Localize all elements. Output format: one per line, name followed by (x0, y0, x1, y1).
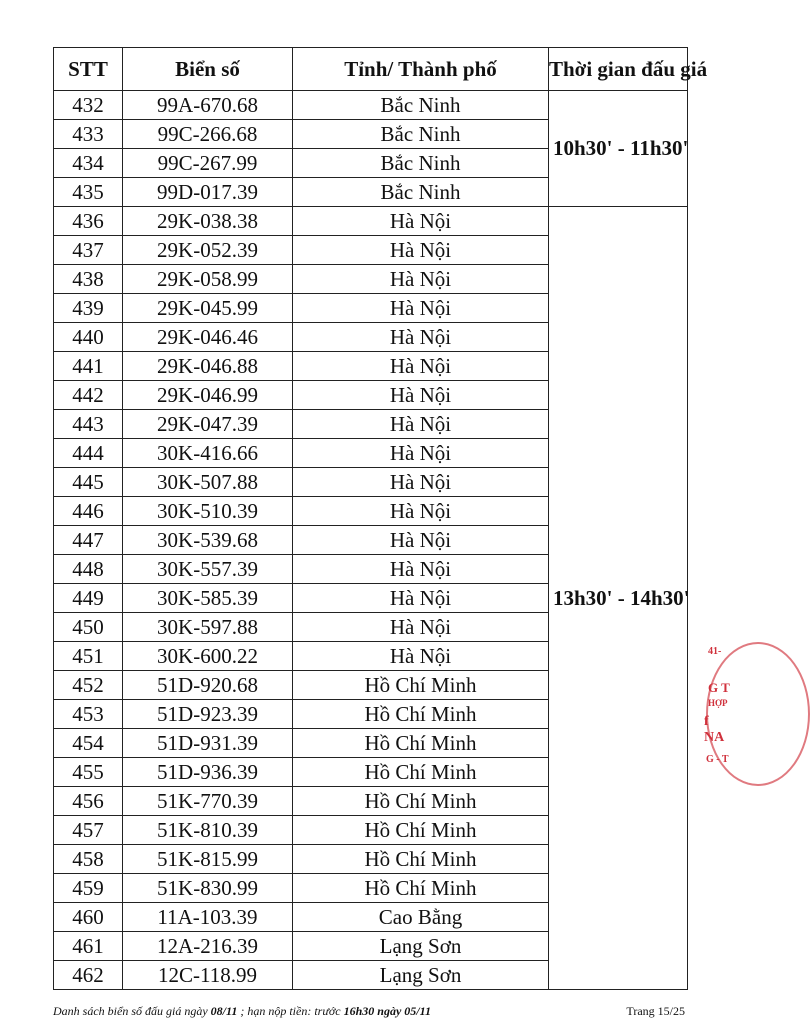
province-cell: Hà Nội (293, 410, 549, 439)
stt-cell: 457 (54, 816, 123, 845)
plate-cell: 51D-936.39 (123, 758, 293, 787)
plate-cell: 29K-052.39 (123, 236, 293, 265)
province-cell: Hà Nội (293, 526, 549, 555)
plate-cell: 12A-216.39 (123, 932, 293, 961)
province-cell: Hà Nội (293, 381, 549, 410)
plate-cell: 30K-510.39 (123, 497, 293, 526)
red-seal-stamp (700, 636, 730, 786)
seal-text-3: HỢP (708, 698, 728, 708)
plate-cell: 51K-810.39 (123, 816, 293, 845)
province-cell: Bắc Ninh (293, 120, 549, 149)
province-cell: Bắc Ninh (293, 149, 549, 178)
plate-cell: 29K-046.88 (123, 352, 293, 381)
seal-text-4: f NA (704, 714, 725, 745)
province-cell: Bắc Ninh (293, 178, 549, 207)
province-cell: Lạng Sơn (293, 961, 549, 990)
footer-note-middle: ; hạn nộp tiền: trước (237, 1004, 344, 1018)
province-cell: Hà Nội (293, 352, 549, 381)
auction-time-cell: 13h30' - 14h30' (549, 207, 688, 990)
plate-cell: 99C-266.68 (123, 120, 293, 149)
stt-cell: 447 (54, 526, 123, 555)
stt-cell: 437 (54, 236, 123, 265)
province-cell: Bắc Ninh (293, 91, 549, 120)
plate-cell: 30K-585.39 (123, 584, 293, 613)
province-cell: Hồ Chí Minh (293, 816, 549, 845)
stt-cell: 446 (54, 497, 123, 526)
footer-auction-date: 08/11 (210, 1004, 238, 1018)
stt-cell: 453 (54, 700, 123, 729)
page-number: Trang 15/25 (626, 1004, 685, 1018)
plate-cell: 30K-416.66 (123, 439, 293, 468)
stt-cell: 448 (54, 555, 123, 584)
auction-time-cell: 10h30' - 11h30' (549, 91, 688, 207)
footer-deadline: 16h30 ngày 05/11 (343, 1004, 431, 1018)
plate-cell: 51K-815.99 (123, 845, 293, 874)
province-cell: Hà Nội (293, 236, 549, 265)
plate-cell: 99A-670.68 (123, 91, 293, 120)
table-row (54, 91, 688, 120)
seal-text-2: G T (708, 680, 730, 695)
province-cell: Hà Nội (293, 555, 549, 584)
plate-cell: 29K-046.99 (123, 381, 293, 410)
province-cell: Hồ Chí Minh (293, 671, 549, 700)
plate-cell: 51K-830.99 (123, 874, 293, 903)
stt-cell: 451 (54, 642, 123, 671)
stt-cell: 435 (54, 178, 123, 207)
province-cell: Hà Nội (293, 294, 549, 323)
stt-cell: 456 (54, 787, 123, 816)
province-cell: Hà Nội (293, 323, 549, 352)
plate-cell: 51D-931.39 (123, 729, 293, 758)
seal-text-1: 41- (708, 646, 722, 657)
province-cell: Hà Nội (293, 613, 549, 642)
province-cell: Hà Nội (293, 439, 549, 468)
footer-note (53, 1004, 431, 1019)
stt-cell: 461 (54, 932, 123, 961)
province-cell: Hà Nội (293, 642, 549, 671)
header-province: Tỉnh/ Thành phố (293, 48, 549, 91)
province-cell: Hồ Chí Minh (293, 845, 549, 874)
stt-cell: 433 (54, 120, 123, 149)
plate-cell: 30K-597.88 (123, 613, 293, 642)
plate-cell: 29K-045.99 (123, 294, 293, 323)
province-cell: Hà Nội (293, 207, 549, 236)
province-cell: Hồ Chí Minh (293, 787, 549, 816)
plate-cell: 99D-017.39 (123, 178, 293, 207)
stt-cell: 442 (54, 381, 123, 410)
stt-cell: 460 (54, 903, 123, 932)
plate-cell: 51D-923.39 (123, 700, 293, 729)
stt-cell: 443 (54, 410, 123, 439)
plate-cell: 29K-038.38 (123, 207, 293, 236)
province-cell: Hà Nội (293, 497, 549, 526)
plate-cell: 29K-058.99 (123, 265, 293, 294)
province-cell: Lạng Sơn (293, 932, 549, 961)
plate-auction-table (53, 47, 708, 990)
stt-cell: 438 (54, 265, 123, 294)
footer-note-prefix: Danh sách biển số đấu giá ngày (53, 1004, 211, 1018)
plate-cell: 11A-103.39 (123, 903, 293, 932)
stt-cell: 436 (54, 207, 123, 236)
plate-cell: 30K-507.88 (123, 468, 293, 497)
header-plate: Biển số (123, 48, 293, 91)
province-cell: Hồ Chí Minh (293, 758, 549, 787)
plate-cell: 29K-047.39 (123, 410, 293, 439)
stt-cell: 444 (54, 439, 123, 468)
plate-cell: 30K-600.22 (123, 642, 293, 671)
stt-cell: 462 (54, 961, 123, 990)
province-cell: Hà Nội (293, 468, 549, 497)
plate-cell: 29K-046.46 (123, 323, 293, 352)
stt-cell: 440 (54, 323, 123, 352)
stt-cell: 458 (54, 845, 123, 874)
stt-cell: 454 (54, 729, 123, 758)
stt-cell: 459 (54, 874, 123, 903)
stt-cell: 441 (54, 352, 123, 381)
table-row (54, 207, 688, 236)
plate-cell: 51K-770.39 (123, 787, 293, 816)
plate-cell: 51D-920.68 (123, 671, 293, 700)
province-cell: Hồ Chí Minh (293, 729, 549, 758)
stt-cell: 452 (54, 671, 123, 700)
stt-cell: 439 (54, 294, 123, 323)
province-cell: Cao Bằng (293, 903, 549, 932)
province-cell: Hồ Chí Minh (293, 700, 549, 729)
stt-cell: 450 (54, 613, 123, 642)
stt-cell: 434 (54, 149, 123, 178)
province-cell: Hà Nội (293, 584, 549, 613)
province-cell: Hồ Chí Minh (293, 874, 549, 903)
stt-cell: 449 (54, 584, 123, 613)
plate-cell: 30K-539.68 (123, 526, 293, 555)
province-cell: Hà Nội (293, 265, 549, 294)
header-stt: STT (54, 48, 123, 91)
stt-cell: 455 (54, 758, 123, 787)
header-auction-time: Thời gian đấu giá (549, 48, 688, 91)
table-header-row (54, 48, 688, 91)
seal-text-5: G - T (706, 754, 729, 765)
stt-cell: 445 (54, 468, 123, 497)
stt-cell: 432 (54, 91, 123, 120)
plate-cell: 12C-118.99 (123, 961, 293, 990)
plate-cell: 30K-557.39 (123, 555, 293, 584)
plate-cell: 99C-267.99 (123, 149, 293, 178)
